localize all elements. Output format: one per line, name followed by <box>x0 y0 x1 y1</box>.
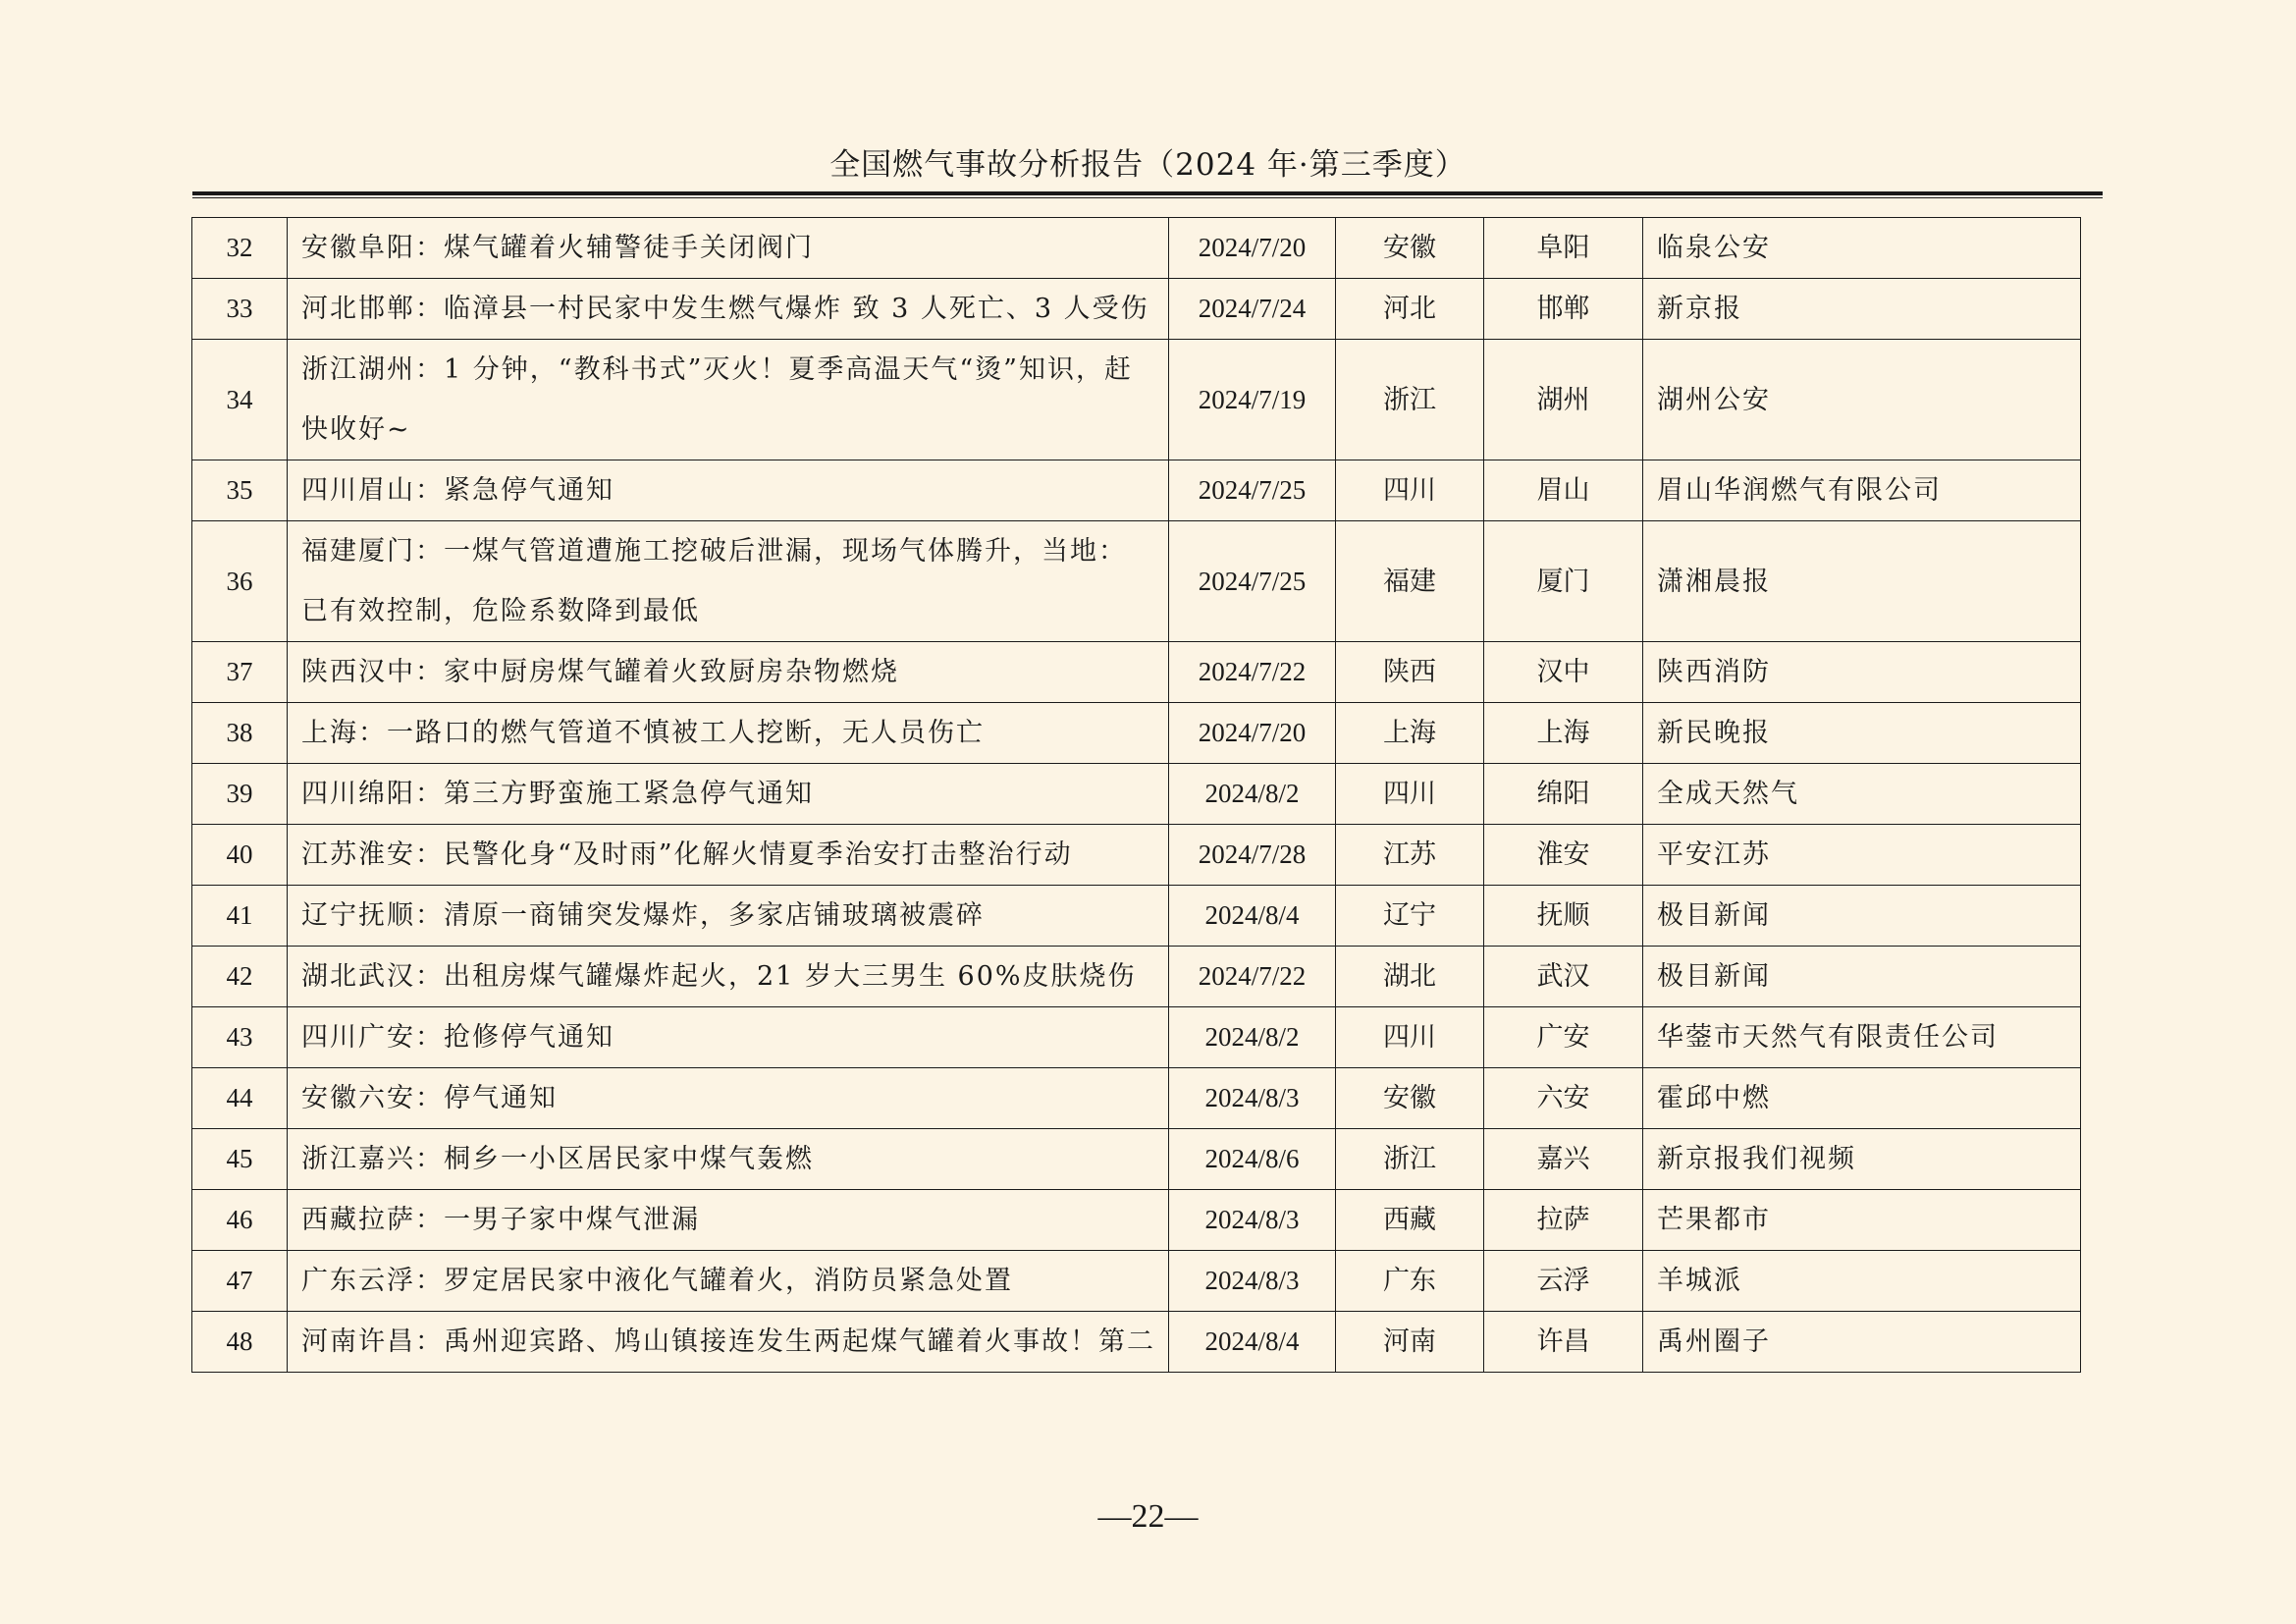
source-cell: 陕西消防 <box>1643 642 2081 703</box>
row-number-cell: 36 <box>192 521 288 642</box>
city-cell: 邯郸 <box>1484 279 1643 340</box>
source-cell: 极目新闻 <box>1643 886 2081 947</box>
header-rule-thin <box>192 197 2103 198</box>
table-row <box>192 1129 2081 1190</box>
table-row <box>192 947 2081 1007</box>
province-cell: 江苏 <box>1336 825 1484 886</box>
date-cell: 2024/8/3 <box>1169 1251 1336 1312</box>
source-cell: 眉山华润燃气有限公司 <box>1643 460 2081 521</box>
row-number-cell: 35 <box>192 460 288 521</box>
date-cell: 2024/7/22 <box>1169 947 1336 1007</box>
date-cell: 2024/8/3 <box>1169 1068 1336 1129</box>
province-cell: 西藏 <box>1336 1190 1484 1251</box>
province-cell: 陕西 <box>1336 642 1484 703</box>
source-cell: 极目新闻 <box>1643 947 2081 1007</box>
row-number-cell: 41 <box>192 886 288 947</box>
date-cell: 2024/7/25 <box>1169 460 1336 521</box>
source-cell: 羊城派 <box>1643 1251 2081 1312</box>
table-row <box>192 1312 2081 1373</box>
incident-title-cell: 广东云浮：罗定居民家中液化气罐着火，消防员紧急处置 <box>288 1251 1169 1312</box>
province-cell: 浙江 <box>1336 1129 1484 1190</box>
table-row <box>192 340 2081 460</box>
source-cell: 新京报 <box>1643 279 2081 340</box>
table-row <box>192 886 2081 947</box>
incident-title-cell: 上海：一路口的燃气管道不慎被工人挖断，无人员伤亡 <box>288 703 1169 764</box>
incident-title-cell: 四川眉山：紧急停气通知 <box>288 460 1169 521</box>
date-cell: 2024/8/4 <box>1169 1312 1336 1373</box>
incident-table-body <box>192 218 2081 1373</box>
date-cell: 2024/7/20 <box>1169 218 1336 279</box>
incident-title-cell: 江苏淮安：民警化身“及时雨”化解火情夏季治安打击整治行动 <box>288 825 1169 886</box>
table-row <box>192 1007 2081 1068</box>
report-header-title: 全国燃气事故分析报告（2024 年·第三季度） <box>829 147 1467 183</box>
city-cell: 厦门 <box>1484 521 1643 642</box>
row-number-cell: 47 <box>192 1251 288 1312</box>
table-row <box>192 642 2081 703</box>
date-cell: 2024/7/19 <box>1169 340 1336 460</box>
date-cell: 2024/7/24 <box>1169 279 1336 340</box>
province-cell: 湖北 <box>1336 947 1484 1007</box>
city-cell: 绵阳 <box>1484 764 1643 825</box>
incident-title-cell: 河南许昌：禹州迎宾路、鸠山镇接连发生两起煤气罐着火事故！第二 <box>288 1312 1169 1373</box>
province-cell: 福建 <box>1336 521 1484 642</box>
incident-title-cell: 湖北武汉：出租房煤气罐爆炸起火，21 岁大三男生 60%皮肤烧伤 <box>288 947 1169 1007</box>
incident-title-cell: 河北邯郸：临漳县一村民家中发生燃气爆炸 致 3 人死亡、3 人受伤 <box>288 279 1169 340</box>
date-cell: 2024/7/22 <box>1169 642 1336 703</box>
incident-title-cell: 陕西汉中：家中厨房煤气罐着火致厨房杂物燃烧 <box>288 642 1169 703</box>
province-cell: 安徽 <box>1336 1068 1484 1129</box>
city-cell: 湖州 <box>1484 340 1643 460</box>
row-number-cell: 39 <box>192 764 288 825</box>
city-cell: 眉山 <box>1484 460 1643 521</box>
incident-table <box>191 217 2081 1373</box>
province-cell: 安徽 <box>1336 218 1484 279</box>
row-number-cell: 42 <box>192 947 288 1007</box>
row-number-cell: 46 <box>192 1190 288 1251</box>
province-cell: 广东 <box>1336 1251 1484 1312</box>
province-cell: 四川 <box>1336 460 1484 521</box>
province-cell: 四川 <box>1336 1007 1484 1068</box>
source-cell: 新京报我们视频 <box>1643 1129 2081 1190</box>
province-cell: 浙江 <box>1336 340 1484 460</box>
source-cell: 全成天然气 <box>1643 764 2081 825</box>
row-number-cell: 44 <box>192 1068 288 1129</box>
city-cell: 拉萨 <box>1484 1190 1643 1251</box>
table-row <box>192 764 2081 825</box>
row-number-cell: 38 <box>192 703 288 764</box>
date-cell: 2024/7/28 <box>1169 825 1336 886</box>
source-cell: 华蓥市天然气有限责任公司 <box>1643 1007 2081 1068</box>
header-rule-thick <box>192 191 2103 195</box>
date-cell: 2024/8/2 <box>1169 1007 1336 1068</box>
incident-title-cell: 安徽六安：停气通知 <box>288 1068 1169 1129</box>
incident-title-cell: 四川绵阳：第三方野蛮施工紧急停气通知 <box>288 764 1169 825</box>
city-cell: 广安 <box>1484 1007 1643 1068</box>
city-cell: 阜阳 <box>1484 218 1643 279</box>
city-cell: 嘉兴 <box>1484 1129 1643 1190</box>
incident-title-cell: 浙江湖州：1 分钟，“教科书式”灭火！夏季高温天气“烫”知识，赶快收好~ <box>288 340 1169 460</box>
source-cell: 潇湘晨报 <box>1643 521 2081 642</box>
date-cell: 2024/8/6 <box>1169 1129 1336 1190</box>
table-row <box>192 703 2081 764</box>
province-cell: 上海 <box>1336 703 1484 764</box>
incident-title-cell: 四川广安：抢修停气通知 <box>288 1007 1169 1068</box>
province-cell: 辽宁 <box>1336 886 1484 947</box>
row-number-cell: 43 <box>192 1007 288 1068</box>
page-number: —22— <box>1097 1498 1199 1535</box>
incident-title-cell: 西藏拉萨：一男子家中煤气泄漏 <box>288 1190 1169 1251</box>
table-row <box>192 460 2081 521</box>
date-cell: 2024/7/20 <box>1169 703 1336 764</box>
incident-title-cell: 辽宁抚顺：清原一商铺突发爆炸，多家店铺玻璃被震碎 <box>288 886 1169 947</box>
city-cell: 武汉 <box>1484 947 1643 1007</box>
province-cell: 河南 <box>1336 1312 1484 1373</box>
date-cell: 2024/8/2 <box>1169 764 1336 825</box>
source-cell: 禹州圈子 <box>1643 1312 2081 1373</box>
incident-title-cell: 浙江嘉兴：桐乡一小区居民家中煤气轰燃 <box>288 1129 1169 1190</box>
row-number-cell: 48 <box>192 1312 288 1373</box>
row-number-cell: 33 <box>192 279 288 340</box>
source-cell: 芒果都市 <box>1643 1190 2081 1251</box>
city-cell: 汉中 <box>1484 642 1643 703</box>
row-number-cell: 34 <box>192 340 288 460</box>
source-cell: 平安江苏 <box>1643 825 2081 886</box>
source-cell: 新民晚报 <box>1643 703 2081 764</box>
source-cell: 临泉公安 <box>1643 218 2081 279</box>
table-row <box>192 521 2081 642</box>
row-number-cell: 37 <box>192 642 288 703</box>
city-cell: 抚顺 <box>1484 886 1643 947</box>
row-number-cell: 40 <box>192 825 288 886</box>
date-cell: 2024/8/3 <box>1169 1190 1336 1251</box>
city-cell: 六安 <box>1484 1068 1643 1129</box>
table-row <box>192 218 2081 279</box>
table-row <box>192 1190 2081 1251</box>
city-cell: 上海 <box>1484 703 1643 764</box>
table-row <box>192 1068 2081 1129</box>
province-cell: 河北 <box>1336 279 1484 340</box>
city-cell: 云浮 <box>1484 1251 1643 1312</box>
province-cell: 四川 <box>1336 764 1484 825</box>
table-row <box>192 1251 2081 1312</box>
date-cell: 2024/7/25 <box>1169 521 1336 642</box>
table-row <box>192 279 2081 340</box>
incident-title-cell: 福建厦门：一煤气管道遭施工挖破后泄漏，现场气体腾升，当地：已有效控制，危险系数降到最低 <box>288 521 1169 642</box>
source-cell: 湖州公安 <box>1643 340 2081 460</box>
row-number-cell: 32 <box>192 218 288 279</box>
row-number-cell: 45 <box>192 1129 288 1190</box>
source-cell: 霍邱中燃 <box>1643 1068 2081 1129</box>
table-row <box>192 825 2081 886</box>
city-cell: 许昌 <box>1484 1312 1643 1373</box>
incident-title-cell: 安徽阜阳：煤气罐着火辅警徒手关闭阀门 <box>288 218 1169 279</box>
city-cell: 淮安 <box>1484 825 1643 886</box>
date-cell: 2024/8/4 <box>1169 886 1336 947</box>
